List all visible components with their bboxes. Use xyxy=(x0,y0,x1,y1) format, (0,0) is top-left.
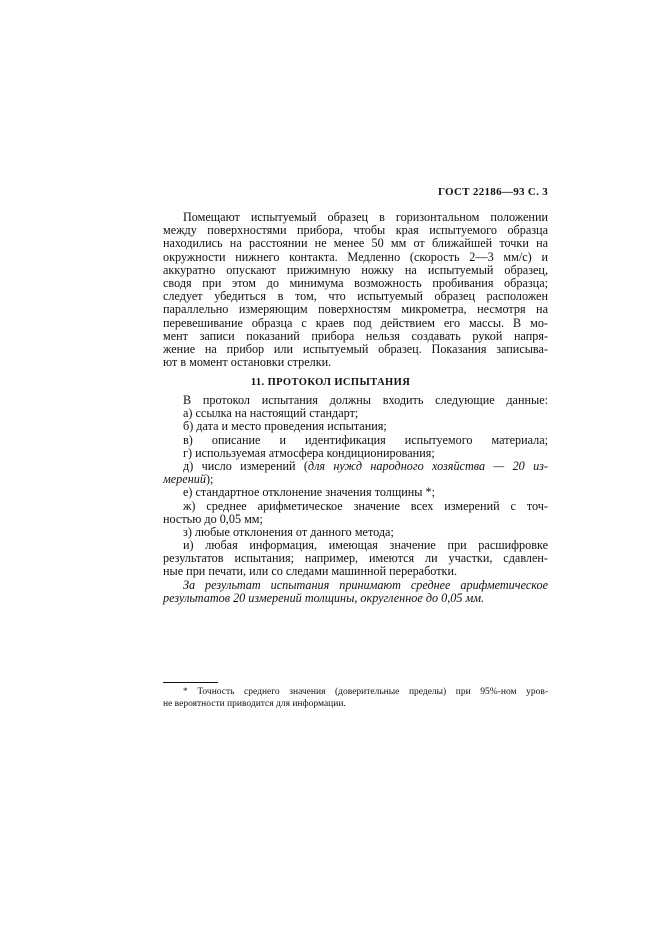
text-line: перевешивание образца с краев под действием его массы. В мо- xyxy=(163,315,548,330)
list-item-cont: ностью до 0,05 мм; xyxy=(163,511,263,526)
result-statement: За результат испытания принимают среднее арифметическое xyxy=(183,577,548,592)
list-item-cont: результатов испытания; например, имеются ли участки, сдавлен- xyxy=(163,551,548,566)
text-line: между поверхностями прибора, чтобы края испытуемого образца xyxy=(163,223,548,238)
text-line: параллельно измеряющим поверхностям микрометра, несмотря на xyxy=(163,302,548,317)
text-line: следует убедиться в том, что испытуемый образец расположен xyxy=(163,289,548,304)
text: ); xyxy=(205,472,214,487)
text-line: мент записи показаний прибора нельзя создавать рукой напря- xyxy=(163,328,548,343)
list-item: в) описание и идентификация испытуемого материала; xyxy=(183,432,548,447)
list-item: ж) среднее арифметическое значение всех измерений с точ- xyxy=(183,498,548,513)
text-line: окружности нижнего контакта. Медленно (скорость 2—3 мм/с) и xyxy=(163,249,548,264)
text-line: Помещают испытуемый образец в горизонтальном положении xyxy=(183,210,548,224)
list-intro: В протокол испытания должны входить следующие данные: xyxy=(183,393,548,407)
list-item-cont: ные при печати, или со следами машинной переработки. xyxy=(163,564,458,579)
text: д) число измерений ( xyxy=(183,458,308,473)
footnote-divider xyxy=(163,682,218,683)
footnote-line: не вероятности приводится для информации. xyxy=(163,698,346,709)
italic-text: мерений xyxy=(163,472,206,487)
list-item: е) стандартное отклонение значения толщины *; xyxy=(183,485,436,500)
section-heading: 11. ПРОТОКОЛ ИСПЫТАНИЯ xyxy=(250,377,411,388)
list-item: и) любая информация, имеющая значение при расшифровке xyxy=(183,538,548,553)
footnote xyxy=(163,687,548,710)
text-line: сводя при этом до минимума возможность пробивания образца; xyxy=(163,275,548,290)
protocol-list xyxy=(163,394,548,605)
list-item: а) ссылка на настоящий стандарт; xyxy=(183,406,359,421)
text-line: жение на прибор или испытуемый образец. Показания записыва- xyxy=(163,341,548,356)
text-line: аккуратно опускают прижимную ножку на испытуемый образец, xyxy=(163,262,548,277)
text-line: находились на расстоянии не менее 50 мм от ближайшей точки на xyxy=(163,236,548,251)
italic-text: для нужд народного хозяйства — 20 из- xyxy=(307,458,548,473)
paragraph-procedure xyxy=(163,211,548,369)
page-header: ГОСТ 22186—93 С. 3 xyxy=(437,186,548,198)
result-statement: результатов 20 измерений толщины, округленное до 0,05 мм. xyxy=(163,590,485,605)
list-item xyxy=(163,460,548,473)
list-item: з) любые отклонения от данного метода; xyxy=(183,524,394,539)
footnote-line: * Точность среднего значения (доверительные пределы) при 95%-ном уров- xyxy=(183,687,548,697)
list-item: б) дата и место проведения испытания; xyxy=(183,419,387,434)
list-item: г) используемая атмосфера кондиционирования; xyxy=(183,445,435,460)
text-line: ют в момент остановки стрелки. xyxy=(163,355,332,370)
